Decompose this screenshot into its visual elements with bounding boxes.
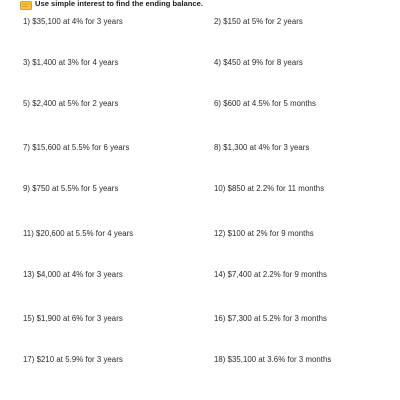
problem-item: 9) $750 at 5.5% for 5 years: [23, 184, 119, 193]
problem-item: 4) $450 at 9% for 8 years: [214, 58, 303, 67]
problem-item: 7) $15,600 at 5.5% for 6 years: [23, 143, 130, 152]
problem-item: 14) $7,400 at 2.2% for 9 months: [214, 270, 327, 279]
problem-item: 11) $20,600 at 5.5% for 4 years: [23, 229, 134, 238]
problem-item: 1) $35,100 at 4% for 3 years: [23, 17, 123, 26]
problem-item: 5) $2,400 at 5% for 2 years: [23, 99, 119, 108]
problem-item: 13) $4,000 at 4% for 3 years: [23, 270, 123, 279]
problem-item: 18) $35,100 at 3.6% for 3 months: [214, 355, 332, 364]
problem-item: 2) $150 at 5% for 2 years: [214, 17, 303, 26]
problem-item: 3) $1,400 at 3% for 4 years: [23, 58, 119, 67]
problem-item: 16) $7,300 at 5.2% for 3 months: [214, 314, 327, 323]
problem-item: 6) $600 at 4.5% for 5 months: [214, 99, 316, 108]
instructions-text: Use simple interest to find the ending balance.: [35, 0, 203, 8]
problem-item: 15) $1,900 at 6% for 3 years: [23, 314, 123, 323]
problem-item: 17) $210 at 5.9% for 3 years: [23, 355, 123, 364]
problem-item: 12) $100 at 2% for 9 months: [214, 229, 314, 238]
problem-item: 10) $850 at 2.2% for 11 months: [214, 184, 325, 193]
problem-item: 8) $1,300 at 4% for 3 years: [214, 143, 310, 152]
